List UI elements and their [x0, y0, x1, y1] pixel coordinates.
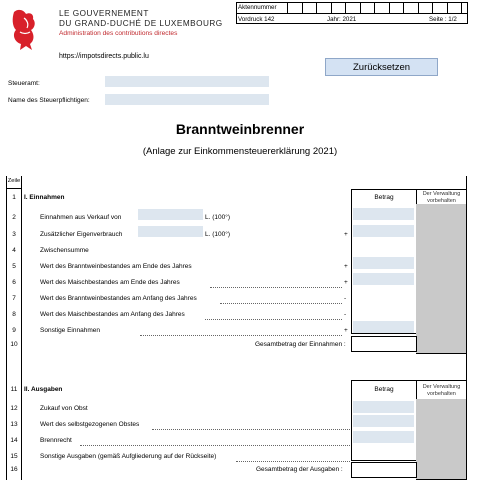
row-label: Sonstige Einnahmen [40, 327, 100, 334]
total-einnahmen-label: Gesamtbetrag der Einnahmen : [255, 341, 346, 348]
row-number: 2 [12, 214, 16, 221]
unit-label: L. (100°) [205, 214, 231, 221]
sign: + [344, 263, 348, 270]
betrag-input-row3[interactable] [353, 225, 414, 237]
luxembourg-lion-logo-icon [8, 6, 42, 52]
row-label: Wert des Maischbestandes am Ende des Jahres [40, 279, 180, 286]
row-label: Einnahmen aus Verkauf von [40, 214, 122, 221]
aktennummer-cell[interactable] [389, 3, 404, 14]
unit-label: L. (100°) [205, 231, 231, 238]
row-number: 3 [12, 231, 16, 238]
gov-line-2: DU GRAND-DUCHÉ DE LUXEMBOURG [59, 19, 223, 28]
row-number: 15 [10, 453, 18, 460]
vordruck-label: Vordruck 142 [238, 16, 275, 23]
row-label: Zusätzlicher Eigenverbrauch [40, 231, 123, 238]
betrag-input-row12[interactable] [353, 401, 414, 413]
row-number: 1 [12, 194, 16, 201]
betrag-header: Betrag [351, 380, 417, 400]
aktennummer-cells[interactable] [287, 3, 476, 14]
page-title: Branntweinbrenner [175, 121, 305, 137]
verwaltung-column [416, 204, 467, 354]
row-number: 8 [12, 311, 16, 318]
sign: + [344, 327, 348, 334]
betrag-input-row6[interactable] [353, 273, 414, 285]
row-number: 10 [10, 341, 18, 348]
aktennummer-cell[interactable] [287, 3, 302, 14]
row-label: Sonstige Ausgaben (gemäß Aufgliederung auf der Rückseite) [40, 453, 217, 460]
section-ausgaben: II. Ausgaben [24, 386, 63, 393]
row-number: 7 [12, 295, 16, 302]
aktennummer-cell[interactable] [403, 3, 418, 14]
sign: + [344, 231, 348, 238]
betrag-header: Betrag [351, 189, 417, 205]
dotted-leader [140, 335, 342, 336]
eigenverbrauch-liter-input[interactable] [138, 226, 203, 237]
row-number: 16 [10, 466, 18, 473]
sign: + [344, 279, 348, 286]
seite-label: Seite : 1/2 [429, 16, 457, 23]
verkauf-liter-input[interactable] [138, 209, 203, 220]
dotted-leader [236, 461, 350, 462]
dotted-leader [80, 445, 350, 446]
row-number: 14 [10, 437, 18, 444]
aktennummer-cell[interactable] [316, 3, 331, 14]
verwaltung-column [416, 399, 467, 480]
zeile-header: Zeile [6, 176, 22, 189]
row-label: Wert des Maischbestandes am Anfang des Jahres [40, 311, 185, 318]
sign: - [344, 311, 347, 318]
dotted-leader [152, 429, 350, 430]
row-label: Zwischensumme [40, 247, 89, 254]
name-field[interactable] [105, 94, 269, 105]
row-number: 13 [10, 421, 18, 428]
aktennummer-label: Aktennummer [238, 4, 277, 11]
verwaltung-header: Der Verwaltung vorbehalten [416, 189, 467, 205]
reset-button[interactable]: Zurücksetzen [325, 58, 438, 76]
row-number: 5 [12, 263, 16, 270]
verwaltung-header: Der Verwaltung vorbehalten [416, 380, 467, 400]
betrag-input-row13[interactable] [353, 415, 414, 427]
aktennummer-box [236, 2, 468, 24]
website-url: https://impotsdirects.public.lu [59, 53, 149, 60]
aktennummer-cell[interactable] [360, 3, 375, 14]
sign: - [344, 295, 347, 302]
aktennummer-cell[interactable] [432, 3, 447, 14]
aktennummer-cell[interactable] [302, 3, 317, 14]
gov-line-3: Administration des contributions directes [59, 30, 178, 37]
steueramt-field[interactable] [105, 76, 269, 87]
aktennummer-cell[interactable] [447, 3, 462, 14]
row-number: 12 [10, 405, 18, 412]
total-ausgaben-label: Gesamtbetrag der Ausgaben : [256, 466, 343, 473]
name-label: Name des Steuerpflichtigen: [8, 97, 90, 104]
betrag-input-row9[interactable] [353, 321, 414, 333]
section-einnahmen: I. Einnahmen [24, 194, 65, 201]
total-ausgaben-box[interactable] [351, 462, 417, 478]
aktennummer-cell[interactable] [418, 3, 433, 14]
dotted-leader [210, 287, 342, 288]
row-number: 6 [12, 279, 16, 286]
aktennummer-cell[interactable] [461, 3, 476, 14]
dotted-leader [205, 319, 342, 320]
row-number: 9 [12, 327, 16, 334]
aktennummer-cell[interactable] [331, 3, 346, 14]
jahr-label: Jahr: 2021 [327, 16, 357, 23]
aktennummer-cell[interactable] [345, 3, 360, 14]
gov-line-1: LE GOUVERNEMENT [59, 9, 149, 18]
betrag-input-row2[interactable] [353, 208, 414, 220]
row-number: 4 [12, 247, 16, 254]
form-meta-row [237, 14, 467, 24]
dotted-leader [220, 303, 342, 304]
aktennummer-row [237, 3, 467, 14]
row-label: Wert des selbstgezogenen Obstes [40, 421, 140, 428]
steueramt-label: Steueramt: [8, 80, 40, 87]
betrag-input-row14[interactable] [353, 431, 414, 443]
row-number: 11 [10, 386, 18, 393]
row-label: Brennrecht [40, 437, 72, 444]
row-label: Wert des Branntweinbestandes am Ende des Jahres [40, 263, 192, 270]
page-subtitle: (Anlage zur Einkommensteuererklärung 2021) [142, 146, 338, 157]
betrag-input-row5[interactable] [353, 257, 414, 269]
betrag-column [351, 204, 417, 334]
row-label: Zukauf von Obst [40, 405, 88, 412]
total-einnahmen-box[interactable] [351, 336, 417, 352]
row-label: Wert des Branntweinbestandes am Anfang des Jahres [40, 295, 197, 302]
aktennummer-cell[interactable] [374, 3, 389, 14]
